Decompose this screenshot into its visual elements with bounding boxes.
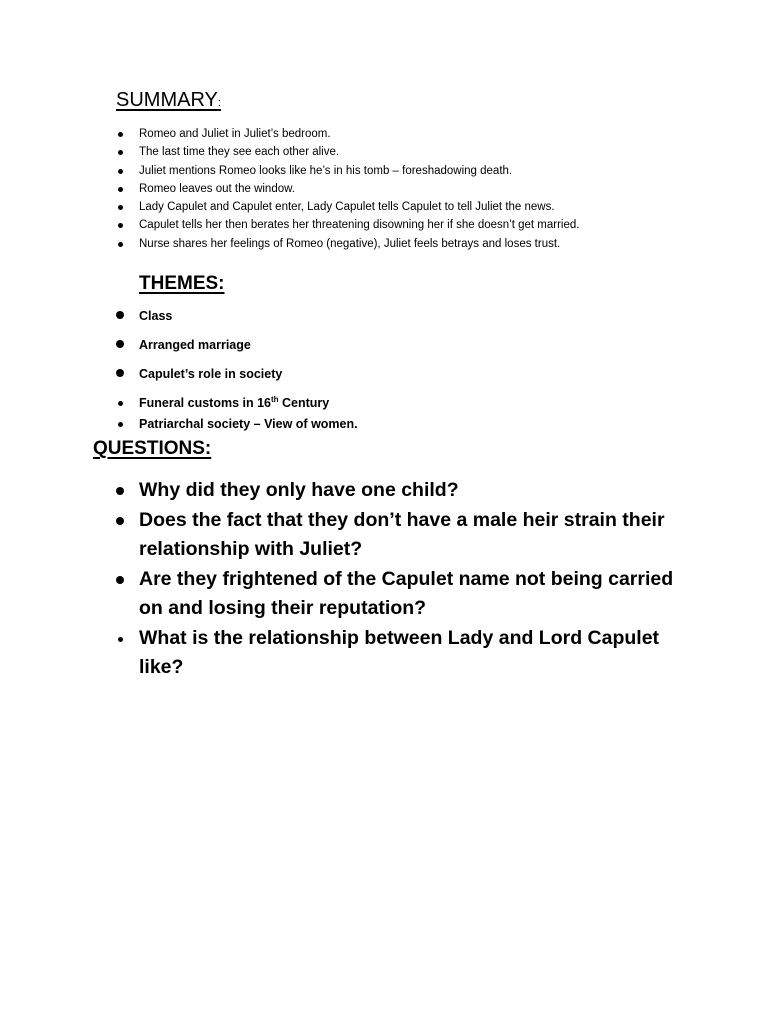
bullet-icon — [118, 205, 123, 210]
summary-item-text: The last time they see each other alive. — [139, 146, 340, 159]
theme-item-superscript: th — [270, 394, 279, 404]
theme-item-text: Arranged marriage — [139, 338, 251, 352]
summary-item — [139, 216, 739, 234]
theme-item-text: Class — [139, 309, 173, 323]
themes-list — [139, 306, 639, 435]
question-item-text: What is the relationship between Lady and Lord Capulet like? — [139, 627, 660, 678]
bullet-icon — [116, 487, 124, 495]
question-item — [139, 624, 699, 682]
bullet-icon — [118, 132, 123, 137]
theme-item-text-tail: Century — [278, 396, 330, 410]
question-item-text: Why did they only have one child? — [139, 479, 459, 501]
summary-heading-colon: : — [217, 97, 221, 109]
bullet-icon — [118, 401, 123, 406]
theme-item — [139, 306, 639, 335]
question-item — [139, 476, 699, 505]
bullet-icon — [116, 576, 124, 584]
summary-heading-text: SUMMARY — [116, 89, 218, 111]
questions-list — [139, 476, 699, 683]
bullet-icon — [118, 242, 123, 247]
themes-heading: THEMES: — [139, 273, 225, 294]
summary-heading — [116, 89, 221, 112]
summary-item-text: Romeo leaves out the window. — [139, 182, 295, 195]
bullet-icon — [118, 637, 123, 642]
bullet-icon — [118, 422, 123, 427]
theme-item-text: Patriarchal society – View of women. — [139, 417, 358, 431]
bullet-icon — [118, 169, 123, 174]
question-item-text: Does the fact that they don’t have a male heir strain their relationship with Juliet? — [139, 509, 665, 560]
theme-item — [139, 414, 639, 435]
bullet-icon — [116, 517, 124, 525]
summary-item-text: Romeo and Juliet in Juliet’s bedroom. — [139, 128, 331, 140]
theme-item — [139, 393, 639, 414]
question-item — [139, 506, 699, 564]
summary-item-text: Capulet tells her then berates her threatening disowning her if she doesn’t get married. — [139, 219, 580, 232]
bullet-icon — [116, 340, 124, 348]
summary-list — [139, 125, 739, 253]
bullet-icon — [118, 187, 123, 192]
theme-item — [139, 335, 639, 364]
questions-heading: QUESTIONS: — [93, 438, 212, 459]
question-item — [139, 565, 699, 623]
theme-item-text: Capulet’s role in society — [139, 367, 283, 381]
summary-item — [139, 125, 739, 143]
summary-item-text: Juliet mentions Romeo looks like he’s in his tomb – foreshadowing death. — [139, 164, 513, 177]
summary-item — [139, 180, 739, 198]
theme-item — [139, 364, 639, 393]
summary-item-text: Lady Capulet and Capulet enter, Lady Capulet tells Capulet to tell Juliet the news. — [139, 201, 555, 214]
bullet-icon — [118, 223, 123, 228]
summary-item — [139, 162, 739, 180]
bullet-icon — [116, 369, 124, 377]
summary-item — [139, 198, 739, 216]
theme-item-text: Funeral customs in 16 — [139, 396, 271, 410]
summary-item — [139, 143, 739, 161]
question-item-text: Are they frightened of the Capulet name not being carried on and losing their reputation? — [139, 568, 674, 619]
summary-item-text: Nurse shares her feelings of Romeo (negative), Juliet feels betrays and loses trust. — [139, 237, 561, 250]
summary-item — [139, 235, 739, 253]
bullet-icon — [116, 311, 124, 319]
bullet-icon — [118, 150, 123, 155]
